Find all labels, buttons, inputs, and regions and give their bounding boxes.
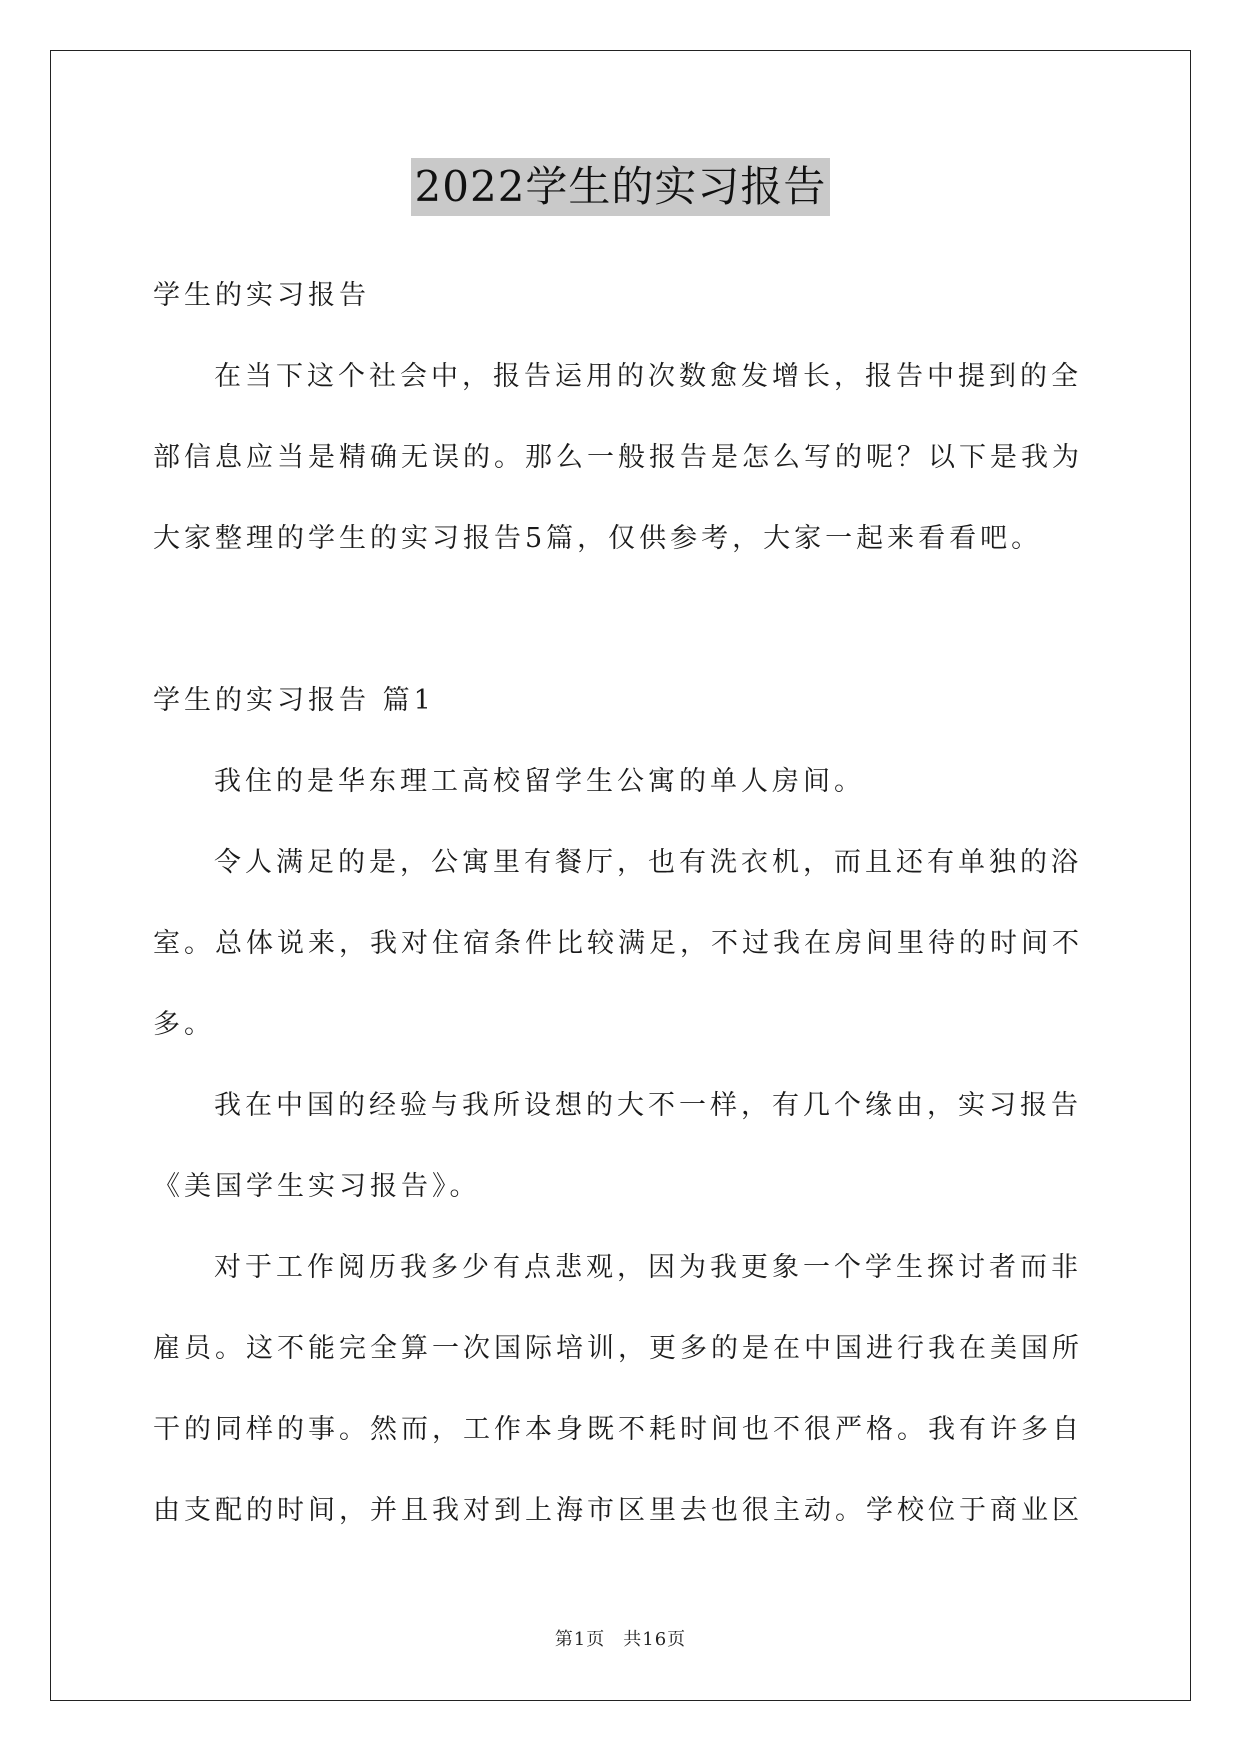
text-line: 我在中国的经验与我所设想的大不一样，有几个缘由，实习报告 — [214, 1090, 1082, 1121]
page-total: 共16页 — [623, 1629, 687, 1650]
text-line: 我住的是华东理工高校留学生公寓的单人房间。 — [214, 766, 865, 797]
text-line: 学生的实习报告 — [153, 280, 370, 311]
text-line: 雇员。这不能完全算一次国际培训，更多的是在中国进行我在美国所 — [153, 1333, 1083, 1364]
page-number: 第1页 — [554, 1629, 606, 1650]
document-title: 2022学生的实习报告 — [411, 158, 831, 216]
text-line: 在当下这个社会中，报告运用的次数愈发增长，报告中提到的全 — [214, 361, 1082, 392]
text-line: 干的同样的事。然而，工作本身既不耗时间也不很严格。我有许多自 — [153, 1414, 1083, 1445]
text-line: 大家整理的学生的实习报告5篇，仅供参考，大家一起来看看吧。 — [153, 523, 1043, 554]
page-footer — [0, 1625, 1241, 1651]
text-line: 由支配的时间，并且我对到上海市区里去也很主动。学校位于商业区 — [153, 1495, 1083, 1526]
blank-line — [153, 579, 1088, 660]
text-line: 部信息应当是精确无误的。那么一般报告是怎么写的呢？以下是我为 — [153, 442, 1083, 473]
text-line: 多。 — [153, 1009, 215, 1040]
text-line: 对于工作阅历我多少有点悲观，因为我更象一个学生探讨者而非 — [214, 1252, 1082, 1283]
text-line: 室。总体说来，我对住宿条件比较满足，不过我在房间里待的时间不 — [153, 928, 1083, 959]
text-line: 《美国学生实习报告》。 — [153, 1171, 481, 1202]
text-line: 学生的实习报告 篇1 — [153, 685, 435, 716]
document-body — [153, 255, 1088, 1551]
text-line: 令人满足的是，公寓里有餐厅，也有洗衣机，而且还有单独的浴 — [214, 847, 1082, 878]
title-container — [0, 158, 1241, 216]
